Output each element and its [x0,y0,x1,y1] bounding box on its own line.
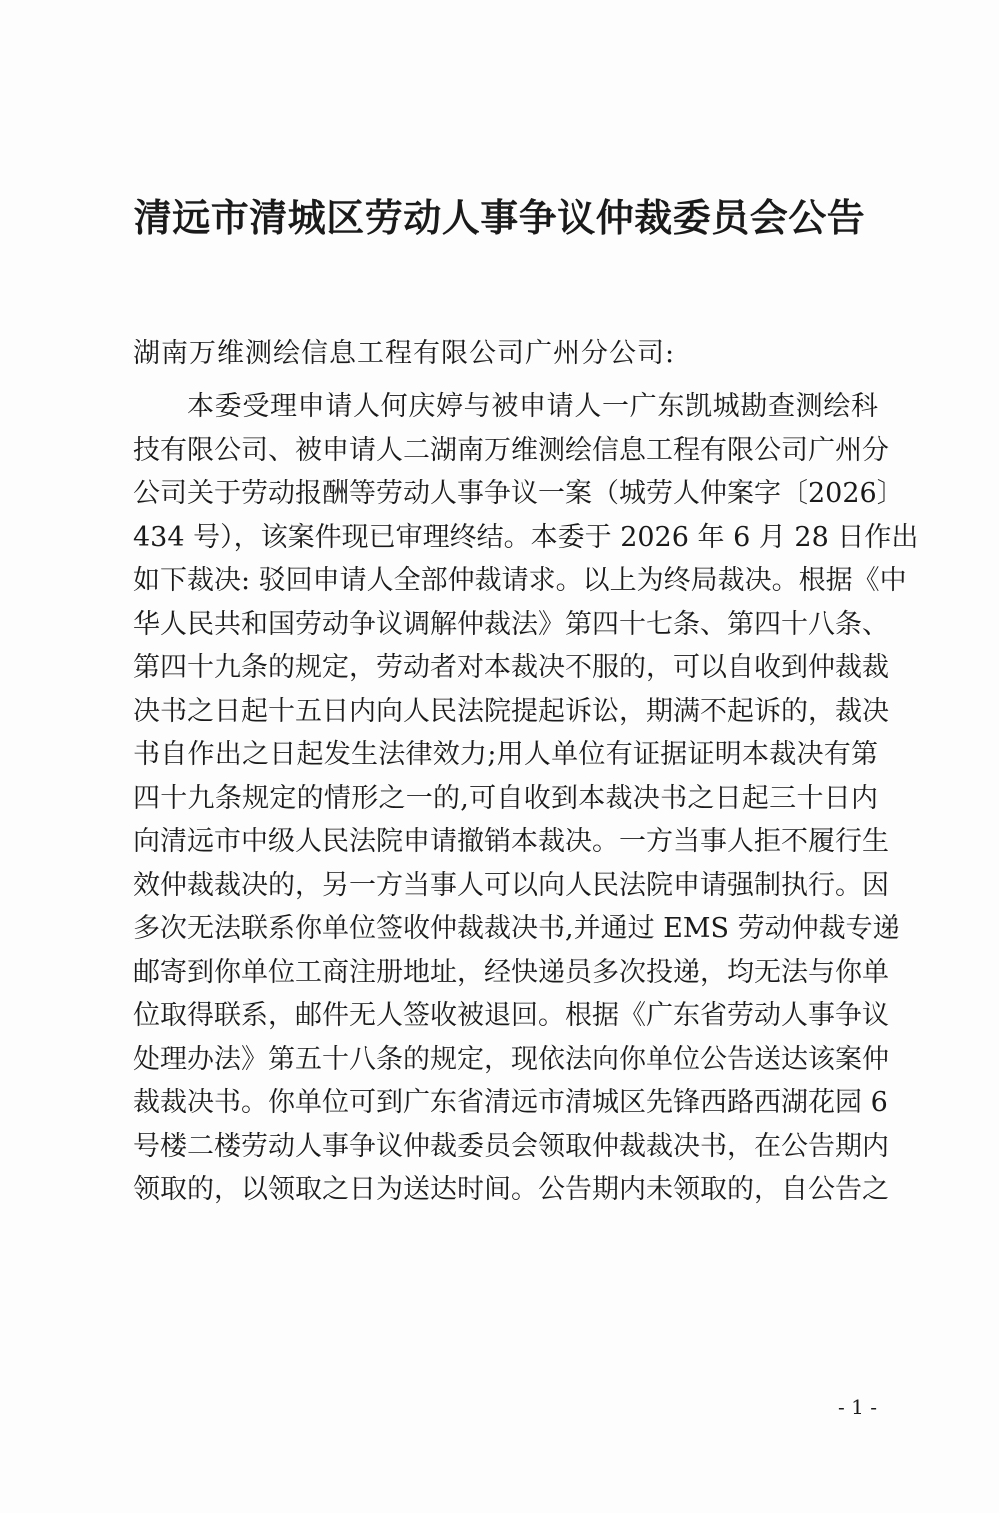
body-line: 裁裁决书。你单位可到广东省清远市清城区先锋西路西湖花园 6 [133,1087,888,1118]
body-line: 如下裁决: 驳回申请人全部仲裁请求。以上为终局裁决。根据《中 [133,565,907,596]
body-line: 四十九条规定的情形之一的,可自收到本裁决书之日起三十日内 [133,782,878,814]
page-number: - 1 - [838,1395,877,1419]
body-line: 决书之日起十五日内向人民法院提起诉讼，期满不起诉的，裁决 [133,695,889,727]
body-line: 第四十九条的规定，劳动者对本裁决不服的，可以自收到仲裁裁 [133,652,889,683]
body-line: 处理办法》第五十八条的规定，现依法向你单位公告送达该案仲 [133,1043,889,1075]
body-line: 领取的，以领取之日为送达时间。公告期内未领取的，自公告之 [133,1174,889,1205]
body-line: 华人民共和国劳动争议调解仲裁法》第四十七条、第四十八条、 [133,608,889,640]
body-line: 本委受理申请人何庆婷与被申请人一广东凯城勘查测绘科 [187,391,878,422]
body-line: 书自作出之日起发生法律效力;用人单位有证据证明本裁决有第 [133,739,878,770]
body-line: 号楼二楼劳动人事争议仲裁委员会领取仲裁裁决书，在公告期内 [133,1130,889,1162]
body-line: 邮寄到你单位工商注册地址，经快递员多次投递，均无法与你单 [133,956,889,988]
body-line: 向清远市中级人民法院申请撤销本裁决。一方当事人拒不履行生 [133,826,889,857]
body-line: 公司关于劳动报酬等劳动人事争议一案（城劳人仲案字〔2026〕 [133,478,904,509]
body-line: 效仲裁裁决的，另一方当事人可以向人民法院申请强制执行。因 [133,869,889,901]
addressee: 湖南万维测绘信息工程有限公司广州分公司: [133,338,676,369]
body-text [133,385,919,1212]
body-line: 位取得联系，邮件无人签收被退回。根据《广东省劳动人事争议 [133,1000,889,1031]
body-line: 技有限公司、被申请人二湖南万维测绘信息工程有限公司广州分 [133,434,889,466]
body-line: 多次无法联系你单位签收仲裁裁决书,并通过 EMS 劳动仲裁专递 [133,913,900,944]
body-line: 434 号），该案件现已审理终结。本委于 2026 年 6 月 28 日作出 [133,521,919,553]
page-title: 清远市清城区劳动人事争议仲裁委员会公告 [133,195,866,240]
